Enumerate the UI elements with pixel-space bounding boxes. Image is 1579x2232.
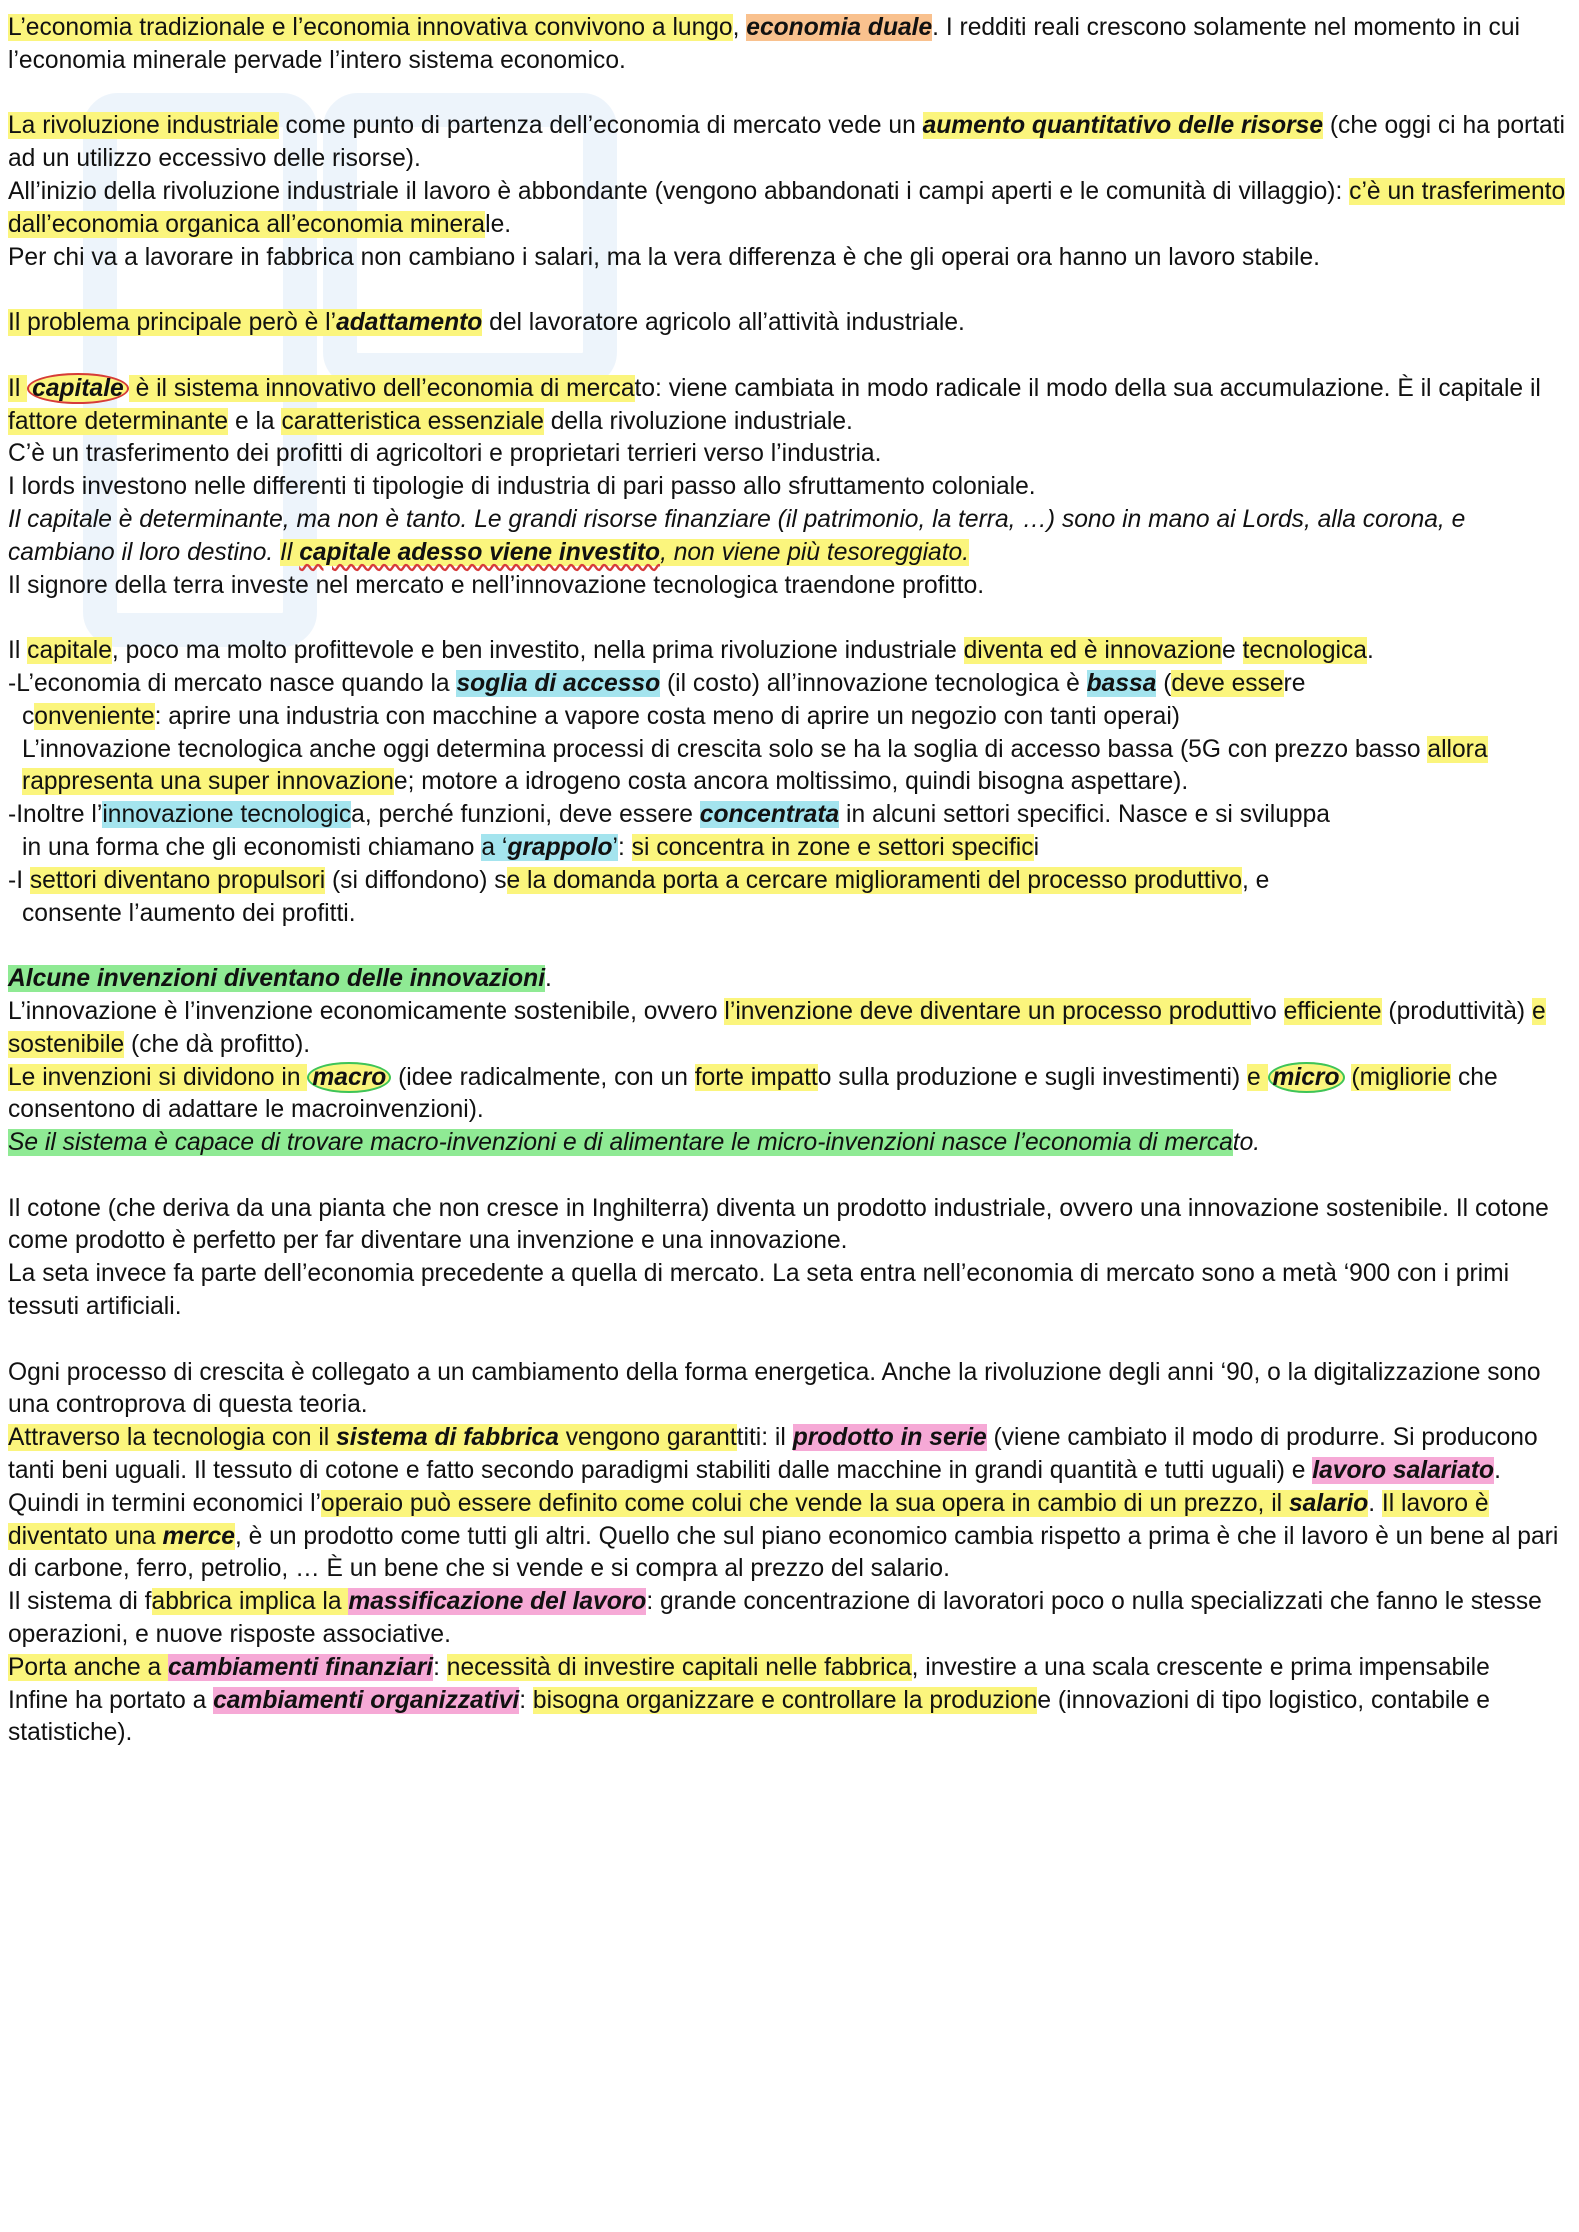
- text-run: che consentono di adattare le macroinvenzioni).: [8, 1063, 1498, 1124]
- paragraph: [8, 996, 1573, 1062]
- highlighted-text: tecnologica: [1242, 637, 1367, 665]
- text-run: Il: [8, 637, 28, 665]
- text-run: Quindi in termini economici l’: [8, 1489, 322, 1517]
- paragraph: [8, 176, 1573, 242]
- text-run: e (innovazioni di tipo logistico, contabile e statistiche).: [8, 1686, 1490, 1747]
- highlighted-text: La rivoluzione industriale: [8, 112, 279, 140]
- text-run: (si diffondono) s: [325, 866, 507, 894]
- paragraph: [8, 504, 1573, 570]
- highlighted-text: forte impatt: [694, 1063, 818, 1091]
- paragraph: [8, 734, 1573, 800]
- text-run: in una forma che gli economisti chiamano: [22, 833, 482, 861]
- highlighted-text: settori diventano propulsori: [29, 866, 326, 894]
- paragraph-spacer: [8, 930, 1573, 963]
- paragraph: [8, 1652, 1573, 1685]
- text-run: -Inoltre l’: [8, 801, 103, 829]
- paragraph: [8, 1127, 1573, 1160]
- paragraph: [8, 307, 1573, 340]
- text-run: (: [1156, 669, 1172, 697]
- text-run: della rivoluzione industriale.: [543, 407, 853, 435]
- text-run: : grande concentrazione di lavoratori poco o nulla specializzati che fanno le stesse operazioni, e nuove risposte associative.: [8, 1588, 1542, 1649]
- paragraph: [8, 1258, 1573, 1324]
- highlighted-text: prodotto in serie: [792, 1424, 987, 1452]
- paragraph: [8, 1586, 1573, 1652]
- highlighted-text: Il: [8, 374, 28, 402]
- text-run: L’innovazione tecnologica anche oggi determina processi di crescita solo se ha la soglia di accesso bassa (5G con prezzo basso: [22, 735, 1428, 763]
- text-run: C’è un trasferimento dei profitti di agricoltori e proprietari terrieri verso l’industria.: [8, 440, 882, 468]
- text-run: a, perché funzioni, deve essere: [351, 801, 700, 829]
- highlighted-text: L’economia tradizionale e l’economia innovativa convivono a lungo: [8, 14, 733, 41]
- text-run: in alcuni settori specifici. Nasce e si sviluppa: [839, 801, 1330, 829]
- highlighted-text: lavoro salariato: [1312, 1457, 1495, 1485]
- text-run: Il sistema di f: [8, 1588, 152, 1616]
- highlighted-text: è il sistema innovativo dell’economia di merca: [128, 374, 635, 402]
- text-run: (che dà profitto).: [124, 1030, 311, 1058]
- paragraph-spacer: [8, 602, 1573, 635]
- text-run: come punto di partenza dell’economia di mercato vede un: [278, 112, 923, 140]
- text-run: titi: il: [736, 1424, 793, 1452]
- highlighted-text: necessità di investire capitali nelle fabbrica: [446, 1653, 912, 1681]
- highlighted-text: merce: [162, 1522, 235, 1550]
- text-run: .: [1494, 1457, 1501, 1485]
- paragraph: [8, 242, 1573, 275]
- text-run: -L’economia di mercato nasce quando la: [8, 669, 457, 697]
- highlighted-text: c’è un trasferimento dall’economia organica all’economia minera: [8, 177, 1566, 238]
- highlighted-text: soglia di accesso: [456, 669, 661, 697]
- text-run: All’inizio della rivoluzione industriale il lavoro è abbondante (vengono abbandonati i campi aperti e le comunità di villaggio):: [8, 177, 1350, 205]
- text-run: :: [519, 1686, 533, 1714]
- highlighted-text: bisogna organizzare e controllare la produzion: [532, 1686, 1038, 1714]
- text-run: .: [1368, 1489, 1382, 1517]
- highlighted-text: , non viene più tesoreggiato.: [660, 538, 970, 566]
- text-run: (viene cambiato il modo di produrre. Si producono tanti beni uguali. Il tessuto di cotone e fatto secondo paradigmi stabiliti dalle macchine in grandi quantità e tutti uguali) e: [8, 1424, 1538, 1485]
- paragraph-spacer: [8, 1324, 1573, 1357]
- highlighted-text: massificazione del lavoro: [348, 1588, 647, 1616]
- highlighted-text: si concentra in zone e settori specific: [631, 833, 1034, 861]
- document-body: [8, 12, 1573, 1750]
- text-run: e: [1222, 637, 1243, 665]
- text-run: :: [617, 833, 632, 861]
- paragraph: [8, 110, 1573, 176]
- text-run: , investire a una scala crescente e prima impensabile: [911, 1653, 1490, 1681]
- highlighted-text: sistema di fabbrica: [336, 1424, 559, 1452]
- highlighted-text: Porta anche a: [8, 1653, 168, 1681]
- highlighted-text: capitale: [27, 637, 112, 665]
- text-run: ,: [732, 14, 747, 41]
- highlighted-text: Se il sistema è capace di trovare macro-invenzioni e di alimentare le micro-invenzioni nasce l’economia di merca: [8, 1129, 1233, 1157]
- highlighted-text: ’: [612, 833, 618, 861]
- highlighted-text: micro: [1268, 1062, 1345, 1093]
- text-run: Il cotone (che deriva da una pianta che non cresce in Inghilterra) diventa un prodotto industriale, ovvero una innovazione sostenibile. Il cotone come prodotto è perfetto per far diventare una invenzione e una innovazione.: [8, 1194, 1549, 1255]
- text-run: La seta invece fa parte dell’economia precedente a quella di mercato. La seta entra nell’economia di mercato sono a metà ‘900 con i primi tessuti artificiali.: [8, 1260, 1510, 1321]
- highlighted-text: innovazione tecnologic: [102, 801, 352, 829]
- highlighted-text: macro: [307, 1062, 391, 1093]
- highlighted-text: deve esse: [1171, 669, 1284, 697]
- highlighted-text: Il lavoro è diventato una: [8, 1489, 1489, 1550]
- text-run: o sulla produzione e sugli investimenti): [817, 1063, 1248, 1091]
- text-run: Infine ha portato a: [8, 1686, 214, 1714]
- highlighted-text: (migliorie: [1351, 1063, 1452, 1091]
- text-run: c: [22, 702, 35, 730]
- highlighted-text: e la domanda porta a cercare miglioramenti del processo produttivo: [506, 866, 1243, 894]
- paragraph: [8, 1488, 1573, 1586]
- highlighted-text: cambiamenti organizzativi: [213, 1686, 520, 1714]
- paragraph: [8, 438, 1573, 471]
- text-run: :: [433, 1653, 447, 1681]
- highlighted-text: adattamento: [336, 309, 483, 337]
- highlighted-text: Le invenzioni si dividono in: [8, 1063, 308, 1091]
- text-run: L’innovazione è l’invenzione economicamente sostenibile, ovvero: [8, 997, 725, 1025]
- paragraph: [8, 668, 1573, 701]
- text-run: (produttività): [1381, 997, 1532, 1025]
- paragraph: [8, 701, 1573, 734]
- paragraph: [8, 471, 1573, 504]
- highlighted-text: Il: [280, 538, 300, 566]
- highlighted-text: operaio può essere definito come colui che vende la sua opera in cambio di un prezzo, il: [321, 1489, 1289, 1517]
- text-run: (il costo) all’innovazione tecnologica è: [660, 669, 1087, 697]
- highlighted-text: e: [1247, 1063, 1268, 1091]
- highlighted-text: capitale adesso viene investito: [299, 538, 661, 566]
- highlighted-text: caratteristica essenziale: [281, 407, 544, 435]
- paragraph: [8, 799, 1573, 832]
- highlighted-text: allora rappresenta una super innovazion: [22, 735, 1488, 796]
- paragraph: [8, 12, 1573, 78]
- text-run: -I: [8, 866, 30, 894]
- highlighted-text: abbrica implica la: [151, 1588, 349, 1616]
- text-run: consente l’aumento dei profitti.: [22, 899, 356, 927]
- paragraph: [8, 635, 1573, 668]
- highlighted-text: bassa: [1086, 669, 1157, 697]
- text-run: le.: [485, 210, 512, 238]
- highlighted-text: efficiente: [1283, 997, 1382, 1025]
- highlighted-text: aumento quantitativo delle risorse: [922, 112, 1324, 140]
- text-run: to: viene cambiata in modo radicale il modo della sua accumulazione. È il capitale il: [634, 374, 1541, 402]
- text-run: Ogni processo di crescita è collegato a un cambiamento della forma energetica. Anche la rivoluzione degli anni ‘90, o la digitalizzazione sono una controprova di questa teoria.: [8, 1358, 1541, 1419]
- highlighted-text: concentrata: [699, 801, 840, 829]
- text-run: (che oggi ci ha portati ad un utilizzo eccessivo delle risorse).: [8, 112, 1566, 173]
- highlighted-text: fattore determinante: [8, 407, 229, 435]
- highlighted-text: salario: [1288, 1489, 1369, 1517]
- text-run: del lavoratore agricolo all’attività industriale.: [482, 309, 965, 337]
- text-run: I lords investono nelle differenti ti tipologie di industria di pari passo allo sfruttamento coloniale.: [8, 473, 1036, 501]
- highlighted-text: e sostenibile: [8, 997, 1546, 1058]
- highlighted-text: l’invenzione deve diventare un processo produtti: [724, 997, 1251, 1025]
- paragraph: [8, 963, 1573, 996]
- paragraph: [8, 1422, 1573, 1488]
- text-run: .: [1366, 637, 1374, 665]
- highlighted-text: Alcune invenzioni diventano delle innovazioni: [8, 965, 546, 993]
- text-run: to.: [1232, 1129, 1261, 1157]
- text-run: Per chi va a lavorare in fabbrica non cambiano i salari, ma la vera differenza è che gli operai ora hanno un lavoro stabile.: [8, 243, 1320, 271]
- paragraph-spacer: [8, 274, 1573, 307]
- text-run: vo: [1250, 997, 1284, 1025]
- paragraph: [8, 1062, 1573, 1128]
- highlighted-text: Il problema principale però è l’: [8, 309, 337, 337]
- paragraph: [8, 1685, 1573, 1751]
- paragraph: [8, 898, 1573, 931]
- text-run: Il signore della terra investe nel mercato e nell’innovazione tecnologica traendone profitto.: [8, 571, 985, 599]
- text-run: i: [1033, 833, 1040, 861]
- paragraph-spacer: [8, 340, 1573, 373]
- text-run: : aprire una industria con macchine a vapore costa meno di aprire un negozio con tanti operai): [154, 702, 1180, 730]
- paragraph-spacer: [8, 1160, 1573, 1193]
- text-run: (idee radicalmente, con un: [391, 1063, 695, 1091]
- text-run: e; motore a idrogeno costa ancora moltissimo, quindi bisogna aspettare).: [393, 768, 1189, 796]
- paragraph: [8, 570, 1573, 603]
- text-run: e la: [228, 407, 282, 435]
- text-run: . I redditi reali crescono solamente nel momento in cui l’economia minerale pervade l’intero sistema economico.: [8, 14, 1520, 74]
- highlighted-text: onveniente: [34, 702, 155, 730]
- paragraph-spacer: [8, 78, 1573, 111]
- paragraph: [8, 865, 1573, 898]
- highlighted-text: capitale: [27, 373, 129, 404]
- text-run: Il capitale è determinante, ma non è tanto. Le grandi risorse finanziare (il patrimonio, la terra, …) sono in mano ai Lords, alla corona, e cambiano il loro destino.: [8, 505, 1466, 566]
- text-run: , è un prodotto come tutti gli altri. Quello che sul piano economico cambia rispetto a prima è che il lavoro è un bene al pari di carbone, ferro, petrolio, … È un bene che si vende e si compra al prezzo del salario.: [8, 1522, 1559, 1583]
- paragraph: [8, 373, 1573, 439]
- highlighted-text: economia duale: [746, 14, 933, 41]
- highlighted-text: vengono garant: [558, 1424, 737, 1452]
- text-run: , poco ma molto profittevole e ben investito, nella prima rivoluzione industriale: [111, 637, 964, 665]
- paragraph: [8, 832, 1573, 865]
- paragraph: [8, 1357, 1573, 1423]
- paragraph: [8, 1193, 1573, 1259]
- highlighted-text: cambiamenti finanziari: [167, 1653, 434, 1681]
- highlighted-text: diventa ed è innovazion: [963, 637, 1223, 665]
- highlighted-text: a ‘: [481, 833, 508, 861]
- text-run: , e: [1242, 866, 1270, 894]
- text-run: .: [545, 965, 552, 993]
- text-run: re: [1283, 669, 1306, 697]
- highlighted-text: Attraverso la tecnologia con il: [8, 1424, 337, 1452]
- highlighted-text: grappolo: [507, 833, 613, 861]
